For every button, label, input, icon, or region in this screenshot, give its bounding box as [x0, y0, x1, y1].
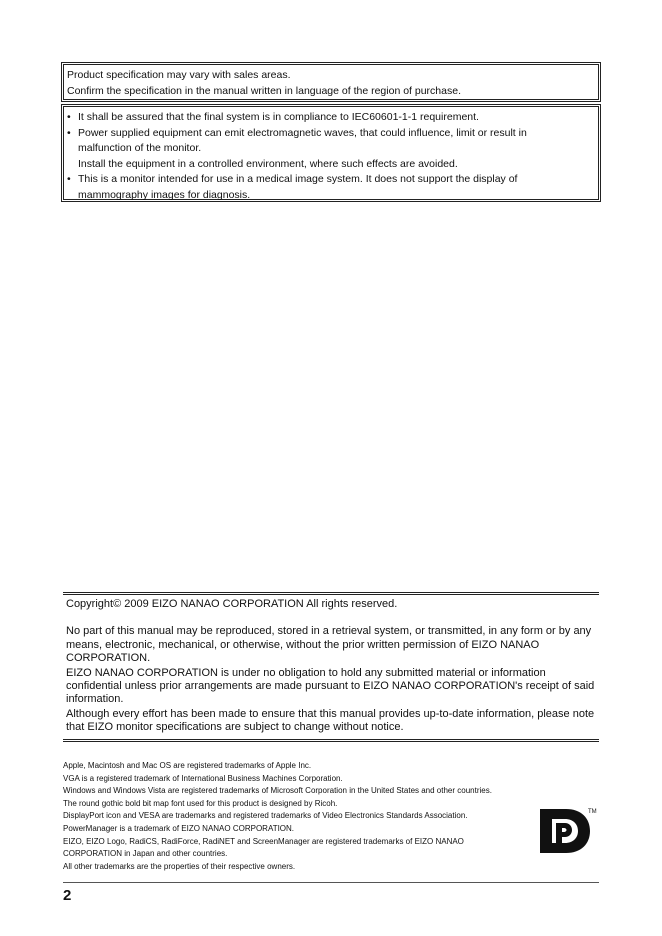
- trademark-line: DisplayPort icon and VESA are trademarks and registered trademarks of Video Electronics Standards Association.: [63, 811, 468, 821]
- notice-line: Product specification may vary with sales areas.: [67, 69, 291, 81]
- trademark-line: All other trademarks are the properties of their respective owners.: [63, 861, 296, 871]
- trademark-line: The round gothic bold bit map font used for this product is designed by Ricoh.: [63, 798, 338, 808]
- caution-text: • This is a monitor intended for use in a medical image system. It does not support the display of: [78, 173, 518, 186]
- trademark-list: [63, 760, 563, 873]
- caution-list: [67, 110, 592, 204]
- trademark-line: Apple, Macintosh and Mac OS are registered trademarks of Apple Inc.: [63, 761, 312, 770]
- caution-box: [63, 106, 599, 200]
- caution-text: mammography images for diagnosis.: [78, 188, 251, 201]
- copyright-paragraph: No part of this manual may be reproduced, stored in a retrieval system, or transmitted, in any form or by any means, electronic, mechanical, or otherwise, without the prior written permission of EIZO NANAO CORPORATION.: [66, 625, 592, 665]
- footer-divider: [63, 882, 599, 883]
- caution-text: • Power supplied equipment can emit electromagnetic waves, that could influence, limit or result in: [78, 126, 527, 139]
- page-number: 2: [63, 887, 72, 904]
- copyright-paragraph: Although every effort has been made to ensure that this manual provides up-to-date information, please note that EIZO monitor specifications are subject to change without notice.: [66, 707, 595, 734]
- trademark-symbol: TM: [588, 809, 597, 815]
- trademark-line: Windows and Windows Vista are registered trademarks of Microsoft Corporation in the United States and other countries.: [63, 786, 492, 796]
- trademark-line: EIZO, EIZO Logo, RadiCS, RadiForce, RadiNET and ScreenManager are registered trademarks of EIZO NANAO CORPORATION in Japan and other countries.: [63, 836, 464, 859]
- caution-item: [67, 126, 592, 173]
- trademark-line: PowerManager is a trademark of EIZO NANAO CORPORATION.: [63, 823, 295, 833]
- copyright-paragraph: EIZO NANAO CORPORATION is under no obligation to hold any submitted material or information confidential unless prior arrangements are made pursuant to EIZO NANAO CORPORATION's receipt of said information.: [66, 666, 595, 706]
- caution-item: [67, 172, 592, 203]
- caution-text: Install the equipment in a controlled environment, where such effects are avoided.: [78, 157, 458, 170]
- notice-line: Confirm the specification in the manual written in language of the region of purchase.: [67, 84, 461, 97]
- caution-text: malfunction of the monitor.: [78, 142, 202, 155]
- displayport-logo: [538, 806, 600, 856]
- copyright-block: [63, 592, 599, 742]
- caution-item: [67, 110, 592, 126]
- trademark-line: VGA is a registered trademark of International Business Machines Corporation.: [63, 773, 343, 783]
- caution-text: • It shall be assured that the final system is in compliance to IEC60601-1-1 requirement.: [78, 111, 479, 123]
- region-notice-box: [63, 64, 599, 100]
- copyright-notice: Copyright© 2009 EIZO NANAO CORPORATION All rights reserved.: [66, 598, 398, 610]
